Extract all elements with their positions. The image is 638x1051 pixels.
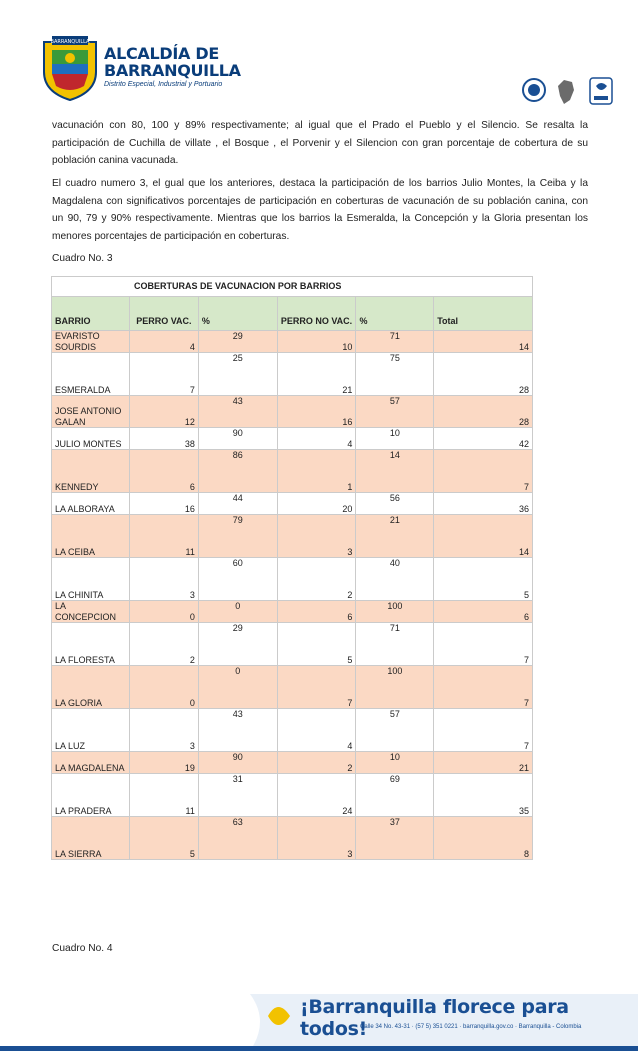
- cell-barrio: JULIO MONTES: [52, 428, 130, 450]
- cell-barrio: LA CEIBA: [52, 515, 130, 558]
- cell-perro-vac: 3: [129, 709, 198, 752]
- cell-perro-no-vac: 7: [277, 666, 356, 709]
- certification-badges: [520, 76, 620, 110]
- alcaldia-logo: [34, 28, 241, 108]
- cell-pct-no-vac: 69: [356, 774, 434, 817]
- cell-barrio: LA PRADERA: [52, 774, 130, 817]
- cell-pct-vac: 43: [198, 709, 277, 752]
- cell-total: 7: [434, 709, 533, 752]
- cell-pct-no-vac: 57: [356, 709, 434, 752]
- cell-barrio: ESMERALDA: [52, 353, 130, 396]
- header-barrio: BARRIO: [52, 297, 130, 331]
- table-row: [52, 774, 533, 817]
- cell-perro-vac: 19: [129, 752, 198, 774]
- cell-pct-vac: 63: [198, 817, 277, 860]
- cell-perro-vac: 11: [129, 515, 198, 558]
- cell-perro-no-vac: 21: [277, 353, 356, 396]
- cell-pct-vac: 44: [198, 493, 277, 515]
- cell-pct-no-vac: 71: [356, 623, 434, 666]
- cell-perro-vac: 5: [129, 817, 198, 860]
- table-row: [52, 752, 533, 774]
- cell-total: 21: [434, 752, 533, 774]
- cell-pct-vac: 0: [198, 601, 277, 623]
- cell-barrio: LA ALBORAYA: [52, 493, 130, 515]
- cell-pct-vac: 60: [198, 558, 277, 601]
- header-pct-vac: %: [198, 297, 277, 331]
- cell-total: 42: [434, 428, 533, 450]
- cell-barrio: LA SIERRA: [52, 817, 130, 860]
- cell-total: 5: [434, 558, 533, 601]
- header-total: Total: [434, 297, 533, 331]
- cell-total: 7: [434, 666, 533, 709]
- table-row: [52, 493, 533, 515]
- cell-pct-vac: 25: [198, 353, 277, 396]
- cell-perro-no-vac: 2: [277, 752, 356, 774]
- cell-perro-vac: 38: [129, 428, 198, 450]
- cell-perro-no-vac: 10: [277, 331, 356, 353]
- cell-total: 8: [434, 817, 533, 860]
- logo-line-2: BARRANQUILLA: [104, 61, 241, 80]
- seal-text: BARRANQUILLA: [50, 39, 90, 45]
- cell-barrio: EVARISTO SOURDIS: [52, 331, 130, 353]
- cell-total: 14: [434, 331, 533, 353]
- cell-pct-no-vac: 37: [356, 817, 434, 860]
- cell-pct-no-vac: 21: [356, 515, 434, 558]
- cell-total: 7: [434, 450, 533, 493]
- header-pct-no-vac: %: [356, 297, 434, 331]
- cell-barrio: KENNEDY: [52, 450, 130, 493]
- table-row: [52, 623, 533, 666]
- cell-pct-no-vac: 56: [356, 493, 434, 515]
- table-row: [52, 331, 533, 353]
- cell-perro-vac: 6: [129, 450, 198, 493]
- cell-pct-vac: 31: [198, 774, 277, 817]
- cell-pct-no-vac: 57: [356, 396, 434, 428]
- cell-perro-no-vac: 3: [277, 515, 356, 558]
- cell-perro-vac: 2: [129, 623, 198, 666]
- cell-perro-no-vac: 2: [277, 558, 356, 601]
- logo-line-3: Distrito Especial, Industrial y Portuario: [104, 81, 223, 88]
- table-row: [52, 558, 533, 601]
- cell-pct-vac: 29: [198, 331, 277, 353]
- header-perro-no-vac: PERRO NO VAC.: [277, 297, 356, 331]
- cell-pct-vac: 90: [198, 752, 277, 774]
- table-row: [52, 353, 533, 396]
- cell-pct-no-vac: 100: [356, 601, 434, 623]
- cell-total: 35: [434, 774, 533, 817]
- table-caption-4: Cuadro No. 4: [52, 943, 113, 954]
- cell-pct-no-vac: 10: [356, 752, 434, 774]
- footer-slogan: ¡Barranquilla florece para todos!: [300, 996, 569, 1040]
- cell-total: 36: [434, 493, 533, 515]
- cell-barrio: LA LUZ: [52, 709, 130, 752]
- cell-barrio: LA GLORIA: [52, 666, 130, 709]
- cell-perro-no-vac: 5: [277, 623, 356, 666]
- cell-pct-vac: 0: [198, 666, 277, 709]
- table-row: [52, 428, 533, 450]
- table-title: COBERTURAS DE VACUNACION POR BARRIOS: [52, 277, 533, 297]
- icontec-cert-icon: [590, 78, 612, 104]
- table-row: [52, 709, 533, 752]
- cell-pct-no-vac: 75: [356, 353, 434, 396]
- cell-pct-no-vac: 40: [356, 558, 434, 601]
- cell-perro-no-vac: 16: [277, 396, 356, 428]
- cell-barrio: LA CHINITA: [52, 558, 130, 601]
- header-perro-vac: PERRO VAC.: [129, 297, 198, 331]
- cell-pct-vac: 29: [198, 623, 277, 666]
- coat-of-arms-icon: [38, 32, 102, 102]
- cell-barrio: LA CONCEPCION: [52, 601, 130, 623]
- cell-total: 28: [434, 353, 533, 396]
- cell-perro-vac: 7: [129, 353, 198, 396]
- cell-pct-no-vac: 100: [356, 666, 434, 709]
- page-header: [0, 0, 638, 118]
- cell-perro-vac: 11: [129, 774, 198, 817]
- cell-perro-vac: 0: [129, 666, 198, 709]
- table-row: [52, 515, 533, 558]
- cell-perro-vac: 16: [129, 493, 198, 515]
- cell-pct-no-vac: 14: [356, 450, 434, 493]
- colombia-map-icon: [558, 80, 574, 104]
- cell-perro-no-vac: 4: [277, 428, 356, 450]
- table-body: [52, 331, 533, 860]
- table-row: [52, 666, 533, 709]
- cell-perro-no-vac: 1: [277, 450, 356, 493]
- cell-pct-no-vac: 10: [356, 428, 434, 450]
- cell-barrio: JOSE ANTONIO GALAN: [52, 396, 130, 428]
- cell-pct-vac: 79: [198, 515, 277, 558]
- cell-total: 7: [434, 623, 533, 666]
- cell-total: 6: [434, 601, 533, 623]
- table-row: [52, 817, 533, 860]
- footer-address: Calle 34 No. 43-31 · (57 5) 351 0221 · barranquilla.gov.co · Barranquilla - Colombia: [360, 1024, 582, 1030]
- logo-line-1: ALCALDÍA DE: [104, 44, 219, 63]
- cell-barrio: LA FLORESTA: [52, 623, 130, 666]
- cell-perro-no-vac: 4: [277, 709, 356, 752]
- cell-perro-vac: 4: [129, 331, 198, 353]
- cell-total: 28: [434, 396, 533, 428]
- cell-pct-vac: 43: [198, 396, 277, 428]
- paragraph-1: vacunación con 80, 100 y 89% respectivamente; al igual que el Prado el Pueblo y el Silencio. Se resalta la participación de Cuchilla de villate , el Bosque , el Porvenir y el Silencion con gran porcentaje de cobertura de su población canina vacunada.: [52, 120, 588, 166]
- cell-perro-vac: 3: [129, 558, 198, 601]
- table-row: [52, 601, 533, 623]
- table-row: [52, 450, 533, 493]
- table-row: [52, 396, 533, 428]
- cell-perro-no-vac: 24: [277, 774, 356, 817]
- cell-perro-no-vac: 3: [277, 817, 356, 860]
- page-footer: [0, 976, 638, 1051]
- cell-barrio: LA MAGDALENA: [52, 752, 130, 774]
- paragraph-2: El cuadro numero 3, el gual que los anteriores, destaca la participación de los barrios Julio Montes, la Ceiba y la Magdalena con significativos porcentajes de participación en coberturas de vacunación de su población canina, con un 90, 79 y 90% respectivamente. Mientras que los barrios la Esmeralda, la Concepción y la Gloria presentan los menores porcentajes de participación en coberturas.: [52, 178, 588, 242]
- cell-perro-no-vac: 20: [277, 493, 356, 515]
- cell-pct-no-vac: 71: [356, 331, 434, 353]
- cell-total: 14: [434, 515, 533, 558]
- cell-pct-vac: 90: [198, 428, 277, 450]
- cell-pct-vac: 86: [198, 450, 277, 493]
- cell-perro-vac: 0: [129, 601, 198, 623]
- cell-perro-no-vac: 6: [277, 601, 356, 623]
- cell-perro-vac: 12: [129, 396, 198, 428]
- vaccination-coverage-table: [51, 276, 533, 860]
- table-caption-3: Cuadro No. 3: [52, 253, 113, 264]
